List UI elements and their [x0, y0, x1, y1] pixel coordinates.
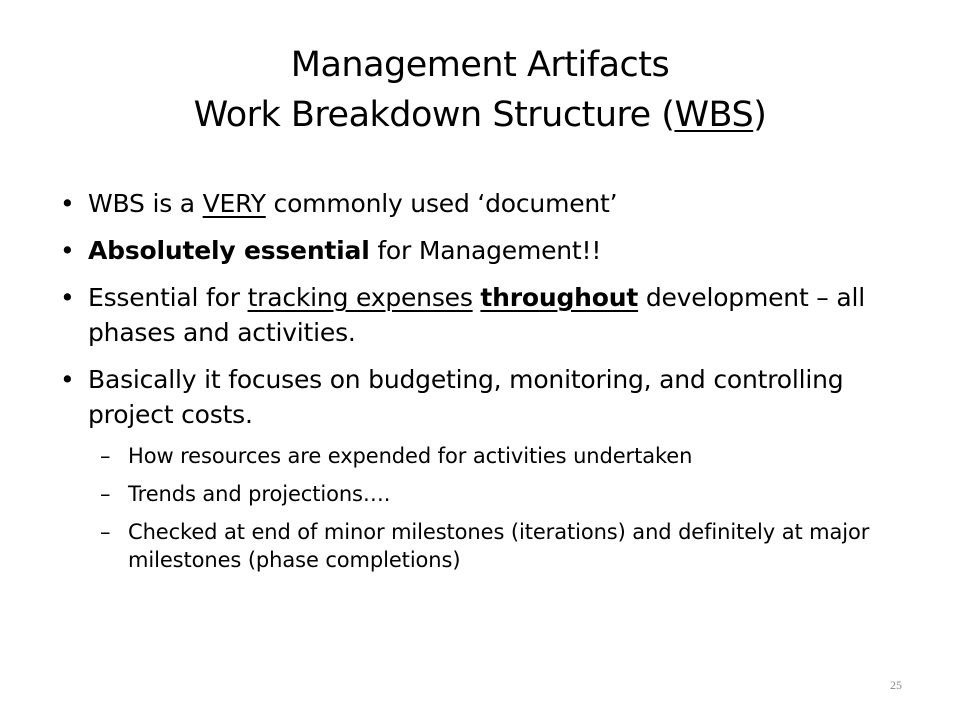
bullet-icon: •	[60, 283, 75, 312]
sub-bullet-text: Checked at end of minor milestones (iterations) and definitely at major milestones (phase completions)	[128, 520, 870, 572]
bullet-text	[88, 189, 617, 218]
bullet-item	[60, 362, 920, 432]
sub-bullet-list	[60, 442, 920, 574]
sub-bullet-text: How resources are expended for activities undertaken	[128, 444, 693, 468]
bullet-item	[60, 280, 920, 350]
bullet-bold-text: Absolutely essential	[88, 236, 370, 265]
bullet-item	[60, 233, 920, 268]
bullet-underlined-text: VERY	[202, 189, 266, 218]
sub-bullet-item	[60, 518, 920, 574]
sub-bullet-item	[60, 480, 920, 508]
title-wbs-acronym: WBS	[674, 95, 754, 135]
bullet-bold-underlined-text: throughout	[480, 283, 639, 312]
dash-icon: –	[100, 444, 111, 468]
bullet-text	[88, 283, 865, 347]
bullet-text-part: WBS is a	[88, 189, 203, 218]
bullet-text-part: Essential for	[88, 283, 248, 312]
sub-bullet-text: Trends and projections….	[128, 482, 391, 506]
bullet-icon: •	[60, 236, 75, 265]
slide-number: 25	[890, 678, 902, 692]
bullet-underlined-text: tracking expenses	[247, 283, 473, 312]
bullet-text-part: for Management!!	[369, 236, 602, 265]
bullet-icon: •	[60, 189, 75, 218]
slide-body	[60, 186, 920, 584]
bullet-icon: •	[60, 365, 75, 394]
title-line-2-suffix: )	[753, 95, 767, 135]
dash-icon: –	[100, 482, 111, 506]
bullet-text-part: development – all phases and activities.	[88, 283, 865, 347]
bullet-text: Basically it focuses on budgeting, monitoring, and controlling project costs.	[88, 365, 844, 429]
sub-bullet-item	[60, 442, 920, 470]
slide-title	[60, 40, 900, 140]
title-line-2-prefix: Work Breakdown Structure (	[193, 95, 675, 135]
bullet-text	[88, 236, 601, 265]
title-line-1: Management Artifacts	[290, 45, 670, 85]
title-line-2	[60, 90, 900, 140]
dash-icon: –	[100, 520, 111, 544]
bullet-item	[60, 186, 920, 221]
bullet-text-part: commonly used ‘document’	[265, 189, 618, 218]
